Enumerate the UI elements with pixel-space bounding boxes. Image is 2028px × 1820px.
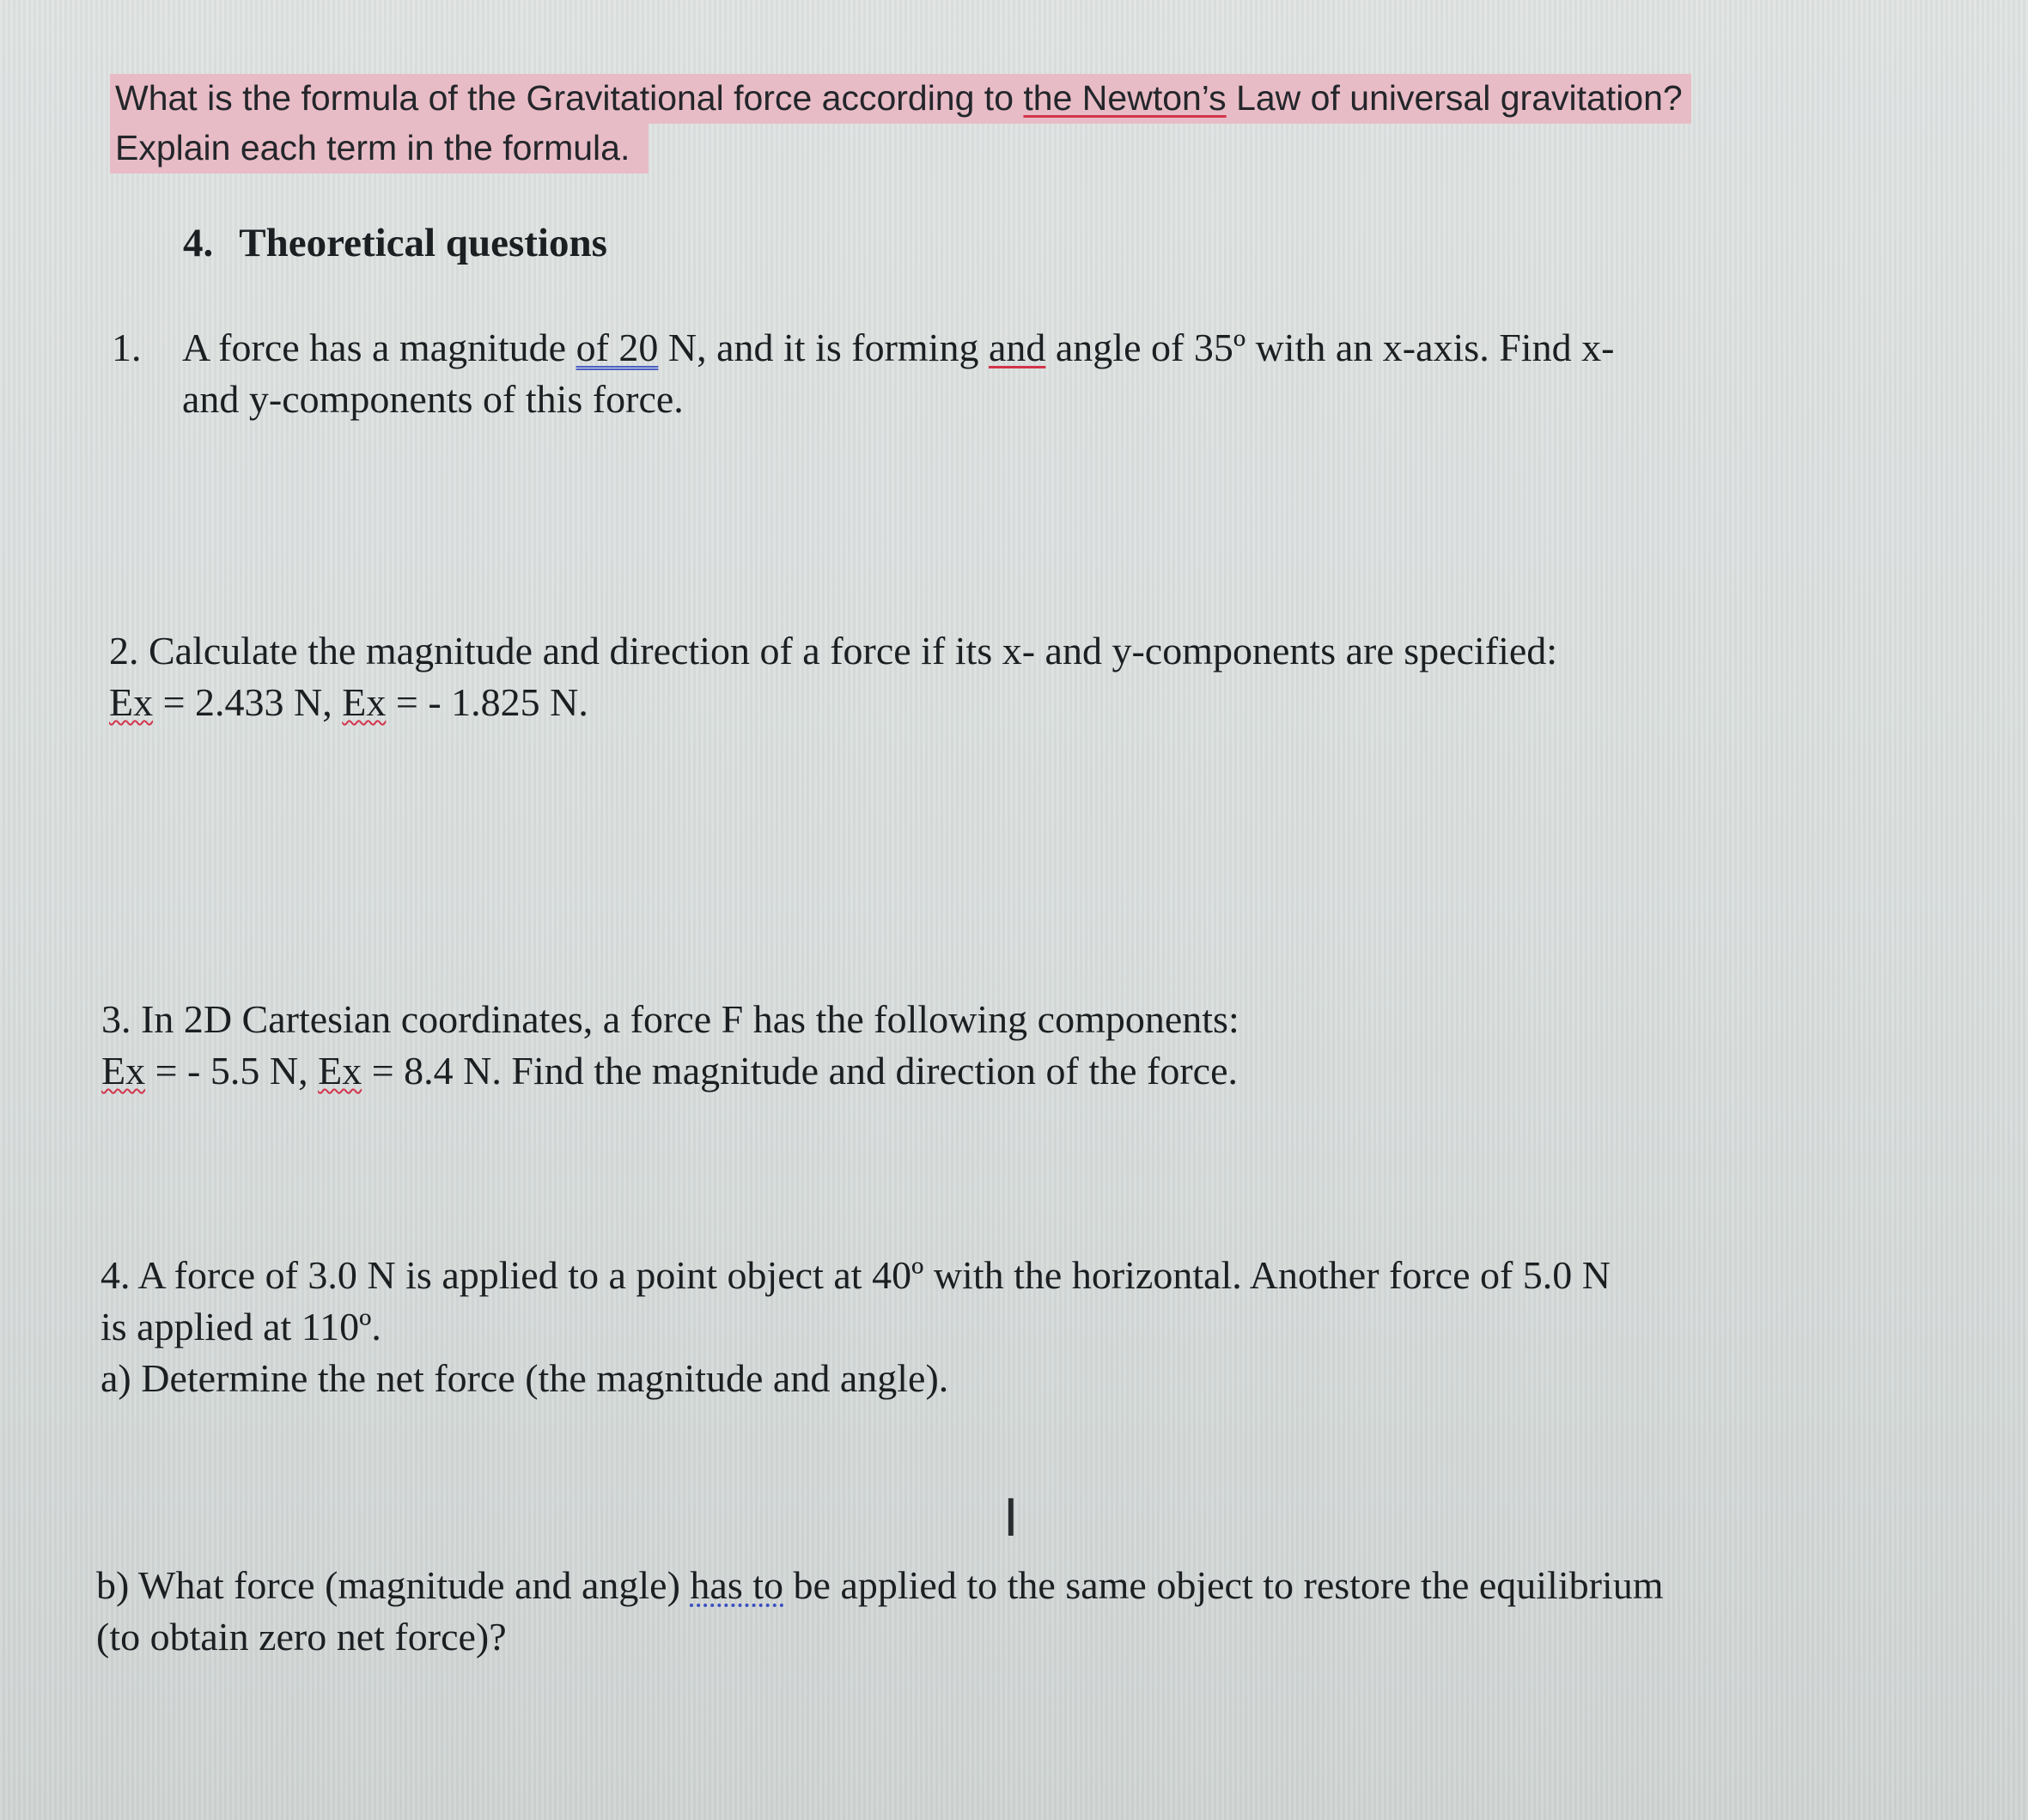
section-number: 4. (183, 221, 214, 265)
question-4-part-b-pre: b) What force (magnitude and angle) (96, 1563, 691, 1607)
question-4-part-b-post: be applied to the same object to restore the equilibrium (783, 1563, 1664, 1607)
question-1 (112, 322, 1830, 425)
header-question (110, 74, 1691, 173)
question-4-part-b-marked: has to (690, 1563, 784, 1607)
question-1-text-mid: N, and it is forming (658, 326, 989, 369)
question-3-line-2 (101, 1045, 1647, 1097)
question-1-text-pre: A force has a magnitude (182, 326, 576, 369)
question-3-line-1: 3. In 2D Cartesian coordinates, a force F has the following components: (101, 997, 1239, 1041)
header-line-2: Explain each term in the formula. (110, 124, 649, 173)
question-1-number: 1. (112, 326, 142, 369)
question-2-ex-1: Ex (109, 680, 154, 724)
section-title: Theoretical questions (239, 221, 607, 265)
question-2-ex-2: Ex (342, 680, 387, 724)
question-1-marked-and: and (988, 326, 1046, 369)
question-1-line-2: and y-components of this force. (182, 377, 684, 421)
header-line-1-pre: What is the formula of the Gravitational force according to (115, 78, 1024, 118)
question-2-value-1: = 2.433 N, (153, 680, 343, 724)
header-line-1 (110, 74, 1691, 124)
header-marked-newtons: the Newton’s (1023, 78, 1227, 118)
question-1-marked-of-20: of 20 (576, 326, 659, 369)
question-3-ex-2: Ex (318, 1049, 362, 1093)
text-cursor-icon: I (1003, 1488, 1019, 1549)
section-heading (183, 220, 607, 266)
header-line-1-post: Law of universal gravitation? (1226, 78, 1683, 118)
question-2 (109, 625, 1827, 728)
question-3 (101, 994, 1647, 1097)
question-1-text-post: angle of 35º with an x-axis. Find x- (1045, 326, 1615, 369)
question-4-part-b (96, 1560, 1943, 1663)
question-4-part-b-line-2: (to obtain zero net force)? (96, 1615, 507, 1659)
question-2-line-1: 2. Calculate the magnitude and direction of a force if its x- and y-components are specified: (109, 629, 1558, 673)
question-4-part-b-line-1 (96, 1560, 1943, 1611)
question-4-line-2: is applied at 110º. (100, 1305, 381, 1348)
question-3-value-2: = 8.4 N. Find the magnitude and direction of the force. (362, 1049, 1238, 1093)
question-3-value-1: = - 5.5 N, (145, 1049, 319, 1093)
question-4 (100, 1250, 1904, 1404)
question-4-line-1: 4. A force of 3.0 N is applied to a point object at 40º with the horizontal. Another force of 5.0 N (100, 1253, 1611, 1297)
question-3-ex-1: Ex (101, 1049, 146, 1093)
question-2-value-2: = - 1.825 N. (386, 680, 588, 724)
question-2-line-2 (109, 677, 1827, 728)
question-4-part-a: a) Determine the net force (the magnitude and angle). (100, 1356, 949, 1400)
